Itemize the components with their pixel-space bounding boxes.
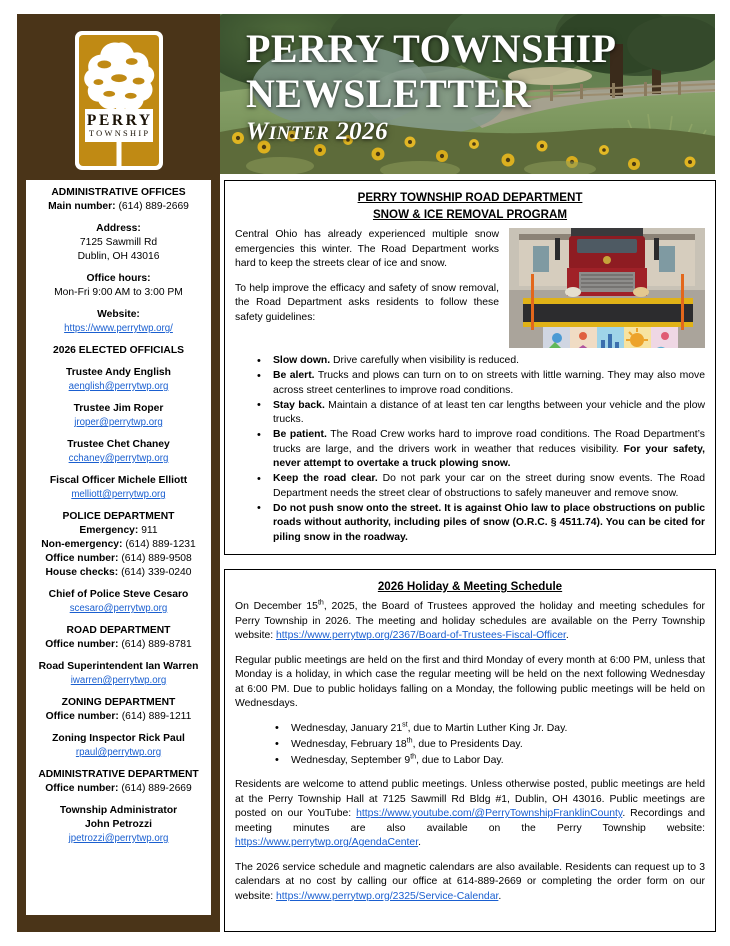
- administrative-department-block: [32, 768, 205, 796]
- police-department-block: [32, 510, 205, 580]
- rescheduled-meetings-list: [235, 722, 705, 769]
- police-non-emergency-value: (614) 889-1231: [125, 539, 196, 550]
- road-department-block: [32, 624, 205, 652]
- sched-p4-post: .: [498, 890, 502, 902]
- contact-info-card: [26, 180, 211, 915]
- zoning-office: [32, 710, 205, 724]
- official-name: Fiscal Officer Michele Elliott: [49, 475, 188, 486]
- list-item: [275, 738, 705, 753]
- police-chief-block: [32, 588, 205, 616]
- meeting-date-pre: Wednesday, September 9: [291, 754, 411, 766]
- zoning-office-label: Office number:: [45, 711, 119, 722]
- snow-safety-guidelines-list: [235, 354, 705, 545]
- police-office-value: (614) 889-9508: [121, 553, 192, 564]
- bullet-rest: The Road Crew works hard to improve road conditions. The Road Department’s trucks are large, and the drivers work in weather that reduces visibility. For your safety, never attempt to overtake a truck plowing snow.: [273, 429, 705, 469]
- police-non-emergency: [32, 538, 205, 552]
- road-office: [32, 638, 205, 652]
- meeting-date-pre: Wednesday, January 21: [291, 722, 403, 734]
- snow-paragraph-2: To help improve the efficacy and safety of snow removal, the Road Department asks residents to follow these safety guidelines:: [235, 282, 499, 323]
- list-item: [257, 502, 705, 546]
- sched-p4-pre: The 2026 service schedule and magnetic calendars are also available. Residents can request up to 3 calendars at no cost by calling our office at 614-889-2669 or completing the order form on our website:: [235, 861, 705, 902]
- police-office: [32, 552, 205, 566]
- address-block: [32, 222, 205, 264]
- bullet-lead: Stay back.: [273, 399, 325, 411]
- zoning-inspector-block: [32, 732, 205, 760]
- meeting-date-pre: Wednesday, February 18: [291, 738, 407, 750]
- road-heading: ROAD DEPARTMENT: [66, 625, 171, 636]
- logo-trunk-shape: [116, 142, 121, 166]
- admin-offices-block: [32, 186, 205, 214]
- police-chief-email-link[interactable]: scesaro@perrytwp.org: [69, 603, 168, 614]
- admin-main-number-label: Main number:: [48, 201, 116, 212]
- snow-article-title-line-2: SNOW & ICE REMOVAL PROGRAM: [372, 208, 568, 221]
- logo-nameplate: [85, 109, 153, 142]
- address-line-1: 7125 Sawmill Rd: [79, 237, 158, 248]
- township-administrator-title: Township Administrator: [59, 805, 178, 816]
- elected-officials-heading: 2026 ELECTED OFFICIALS: [52, 345, 185, 356]
- banner-issue-label: [246, 117, 616, 149]
- snow-paragraph-1: Central Ohio has already experienced multiple snow emergencies this winter. The Road Department works hard to keep the streets clear of ice and snow.: [235, 229, 499, 269]
- township-administrator-name: John Petrozzi: [85, 819, 152, 830]
- address-heading: Address:: [96, 223, 141, 234]
- office-hours-block: [32, 272, 205, 300]
- list-item: [275, 754, 705, 769]
- admin-offices-heading: ADMINISTRATIVE OFFICES: [51, 187, 186, 198]
- office-hours-value: Mon-Fri 9:00 AM to 3:00 PM: [54, 287, 183, 298]
- road-office-value: (614) 889-8781: [121, 639, 192, 650]
- bullet-lead: Keep the road clear.: [273, 473, 378, 484]
- zoning-department-block: [32, 696, 205, 724]
- snow-article-title-line-1: PERRY TOWNSHIP ROAD DEPARTMENT: [357, 191, 583, 204]
- bullet-rest: Maintain a distance of at least ten car lengths between your vehicle and the plow trucks.: [273, 399, 706, 425]
- road-office-label: Office number:: [45, 639, 119, 650]
- service-calendar-link[interactable]: https://www.perrytwp.org/2325/Service-Calendar: [276, 890, 499, 902]
- sched-p3-post: .: [418, 837, 421, 848]
- website-link[interactable]: https://www.perrytwp.org/: [64, 323, 173, 334]
- administrative-office-value: (614) 889-2669: [121, 783, 192, 794]
- police-heading: POLICE DEPARTMENT: [62, 511, 175, 522]
- schedule-paragraph-4: [235, 861, 705, 905]
- police-non-emergency-label: Non-emergency:: [41, 539, 123, 550]
- list-item: [257, 472, 705, 501]
- official-name: Trustee Chet Chaney: [67, 439, 170, 450]
- zoning-heading: ZONING DEPARTMENT: [61, 697, 176, 708]
- logo-name-perry: PERRY: [86, 111, 153, 129]
- zoning-office-value: (614) 889-1211: [121, 711, 192, 722]
- official-name: Trustee Andy English: [66, 367, 171, 378]
- meeting-date-post: , due to Labor Day.: [416, 754, 504, 766]
- website-heading: Website:: [97, 309, 140, 320]
- address-line-2: Dublin, OH 43016: [77, 251, 160, 262]
- bullet-rest: Trucks and plows can turn on to on streets with little warning. They may also move across street centerlines to improve road conditions.: [273, 370, 705, 396]
- office-hours-heading: Office hours:: [86, 273, 151, 284]
- newsletter-header-banner: [220, 14, 715, 174]
- meeting-date-superscript: th: [410, 753, 417, 761]
- banner-issue-lead: W: [246, 118, 269, 145]
- bullet-lead: Do not push snow onto the street.: [273, 502, 442, 514]
- police-office-label: Office number:: [45, 553, 119, 564]
- administrative-office-label: Office number:: [45, 783, 119, 794]
- police-emergency: [32, 524, 205, 538]
- list-item: [257, 354, 705, 369]
- official-entry: [32, 402, 205, 430]
- bullet-rest: Drive carefully when visibility is reduced.: [330, 355, 519, 366]
- official-email-link[interactable]: cchaney@perrytwp.org: [68, 453, 169, 464]
- schedule-article-title: 2026 Holiday & Meeting Schedule: [377, 580, 563, 593]
- sched-p1-pre: On December 15: [235, 601, 318, 612]
- meeting-date-post: , due to Presidents Day.: [412, 738, 523, 750]
- township-logo: [75, 31, 163, 170]
- banner-title-line-2: NEWSLETTER: [246, 71, 532, 116]
- road-superintendent-email-link[interactable]: iwarren@perrytwp.org: [70, 675, 167, 686]
- list-item: [257, 399, 705, 428]
- sched-p3-pre: Residents are welcome to attend public meetings. Unless otherwise posted, public meetings are held at the Perry Township Hall at 7125 Sawmill Rd Bldg #1, Dublin, OH 43016. Public meetings are posted on our YouTube:: [235, 779, 705, 819]
- banner-issue-rest: INTER: [268, 123, 330, 144]
- list-item: [257, 369, 705, 398]
- township-administrator-email-link[interactable]: jpetrozzi@perrytwp.org: [68, 833, 169, 844]
- meeting-date-superscript: th: [406, 737, 413, 745]
- meeting-date-post: , due to Martin Luther King Jr. Day.: [407, 722, 568, 734]
- police-emergency-label: Emergency:: [79, 525, 139, 536]
- sidebar-column: [17, 14, 220, 932]
- road-superintendent-name: Road Superintendent Ian Warren: [38, 661, 199, 672]
- police-emergency-value: 911: [141, 525, 158, 536]
- agenda-center-link[interactable]: https://www.perrytwp.org/AgendaCenter: [235, 837, 419, 848]
- official-email-link[interactable]: aenglish@perrytwp.org: [68, 381, 169, 392]
- police-chief-name: Chief of Police Steve Cesaro: [48, 589, 189, 600]
- bullet-rest: It is against Ohio law to place obstructions on public roads without authority, including piles of snow (O.R.C. § 4511.74). You can be cited for piling snow in the roadway.: [273, 502, 705, 543]
- schedule-paragraph-1: [235, 600, 705, 644]
- banner-issue-year: 2026: [336, 118, 389, 145]
- logo-name-township: TOWNSHIP: [88, 129, 151, 139]
- logo-gold-panel: [79, 35, 159, 166]
- official-name: Trustee Jim Roper: [73, 403, 164, 414]
- snowplow-truck-photo: [509, 228, 705, 348]
- administrative-office: [32, 782, 205, 796]
- bullet-lead: Be patient.: [273, 429, 327, 440]
- bullet-tail-bold: For your safety, never attempt to overtake a truck plowing snow.: [273, 443, 705, 469]
- sched-p3-mid: . Recordings and meeting minutes are also available on the Perry Township website:: [235, 808, 705, 834]
- schedule-paragraph-3: [235, 778, 705, 851]
- sched-p1-post: .: [565, 630, 569, 641]
- township-administrator-block: [32, 804, 205, 846]
- youtube-channel-link[interactable]: https://www.youtube.com/@PerryTownshipFranklinCounty: [356, 808, 623, 819]
- admin-main-number-value: (614) 889-2669: [118, 201, 189, 212]
- trustees-fiscal-officer-link[interactable]: https://www.perrytwp.org/2367/Board-of-Trustees-Fiscal-Officer: [276, 630, 566, 641]
- police-house-checks: [32, 566, 205, 580]
- official-entry: [32, 474, 205, 502]
- bullet-rest: Do not park your car on the street during snow events. The Road Department needs the street clear of obstructions to safely maneuver and remove snow.: [273, 473, 705, 499]
- meeting-date-superscript: st: [402, 721, 408, 729]
- bullet-lead: Slow down.: [273, 355, 331, 366]
- sched-p1-mid: , 2025, the Board of Trustees approved the holiday and meeting schedules for Perry Township in 2026. The meeting and holiday schedules are available on the Perry Township website:: [235, 601, 705, 641]
- banner-title-line-1: PERRY TOWNSHIP: [246, 26, 617, 71]
- official-entry: [32, 366, 205, 394]
- zoning-inspector-email-link[interactable]: rpaul@perrytwp.org: [75, 747, 162, 758]
- police-house-checks-value: (614) 339-0240: [121, 567, 192, 578]
- elected-officials-block: [32, 344, 205, 502]
- list-item: [275, 722, 705, 737]
- holiday-meeting-schedule-article: [224, 569, 716, 932]
- snow-ice-removal-article: [224, 180, 716, 555]
- official-email-link[interactable]: melliott@perrytwp.org: [71, 489, 166, 500]
- list-item: [257, 428, 705, 472]
- road-superintendent-block: [32, 660, 205, 688]
- zoning-inspector-name: Zoning Inspector Rick Paul: [52, 733, 185, 744]
- police-house-checks-label: House checks:: [45, 567, 119, 578]
- sched-p1-superscript: th: [317, 599, 324, 607]
- official-email-link[interactable]: jroper@perrytwp.org: [74, 417, 163, 428]
- schedule-paragraph-2: Regular public meetings are held on the first and third Monday of every month at 6:00 PM, unless that Monday is a holiday, in which case the regular meeting will be held on the next following Wednesday at 6:00 PM. Due to public holidays falling on a Monday, the following public meetings will be held on Wednesdays.: [235, 654, 705, 709]
- administrative-heading: ADMINISTRATIVE DEPARTMENT: [38, 769, 199, 780]
- website-block: [32, 308, 205, 336]
- official-entry: [32, 438, 205, 466]
- admin-main-number: [32, 200, 205, 214]
- banner-title-group: [246, 26, 616, 149]
- bullet-lead: Be alert.: [273, 370, 315, 381]
